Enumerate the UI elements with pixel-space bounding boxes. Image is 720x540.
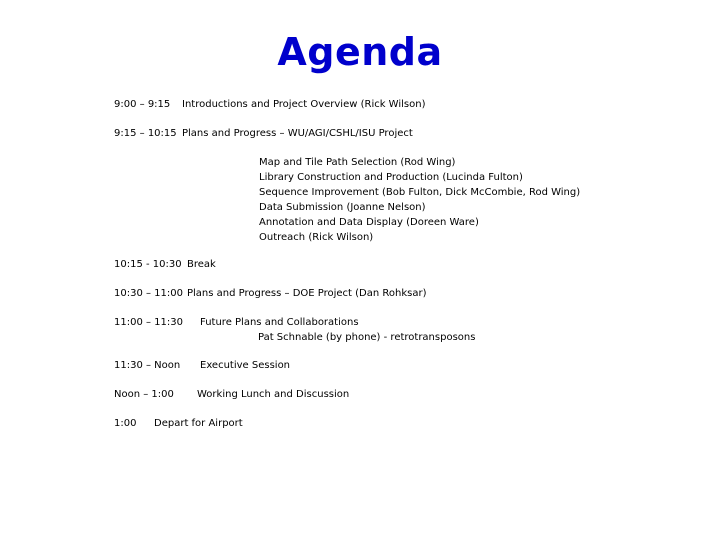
agenda-time: 1:00 (114, 418, 137, 429)
agenda-description: Working Lunch and Discussion (197, 389, 350, 400)
agenda-subitem: Map and Tile Path Selection (Rod Wing) (259, 157, 456, 168)
page-title: Agenda (277, 30, 443, 74)
agenda-subitem: Sequence Improvement (Bob Fulton, Dick McCombie, Rod Wing) (259, 187, 581, 198)
agenda-subitem: Pat Schnable (by phone) - retrotransposons (258, 332, 476, 343)
agenda-subitem: Library Construction and Production (Lucinda Fulton) (259, 172, 523, 183)
agenda-time: Noon – 1:00 (114, 389, 174, 400)
agenda-time: 11:30 – Noon (114, 360, 181, 371)
agenda-subitem: Data Submission (Joanne Nelson) (259, 202, 426, 213)
agenda-description: Executive Session (200, 360, 291, 371)
agenda-subitem: Outreach (Rick Wilson) (259, 232, 374, 243)
agenda-time: 10:30 – 11:00 (114, 288, 183, 299)
agenda-description: Plans and Progress – WU/AGI/CSHL/ISU Project (182, 128, 413, 139)
agenda-description: Introductions and Project Overview (Rick Wilson) (182, 99, 426, 110)
agenda-time: 10:15 - 10:30 (114, 259, 182, 270)
agenda-description: Plans and Progress – DOE Project (Dan Rohksar) (187, 288, 427, 299)
agenda-time: 9:15 – 10:15 (114, 128, 177, 139)
agenda-description: Future Plans and Collaborations (200, 317, 359, 328)
agenda-subitem: Annotation and Data Display (Doreen Ware) (259, 217, 479, 228)
agenda-description: Depart for Airport (154, 418, 243, 429)
agenda-description: Break (187, 259, 216, 270)
agenda-time: 9:00 – 9:15 (114, 99, 171, 110)
agenda-time: 11:00 – 11:30 (114, 317, 183, 328)
